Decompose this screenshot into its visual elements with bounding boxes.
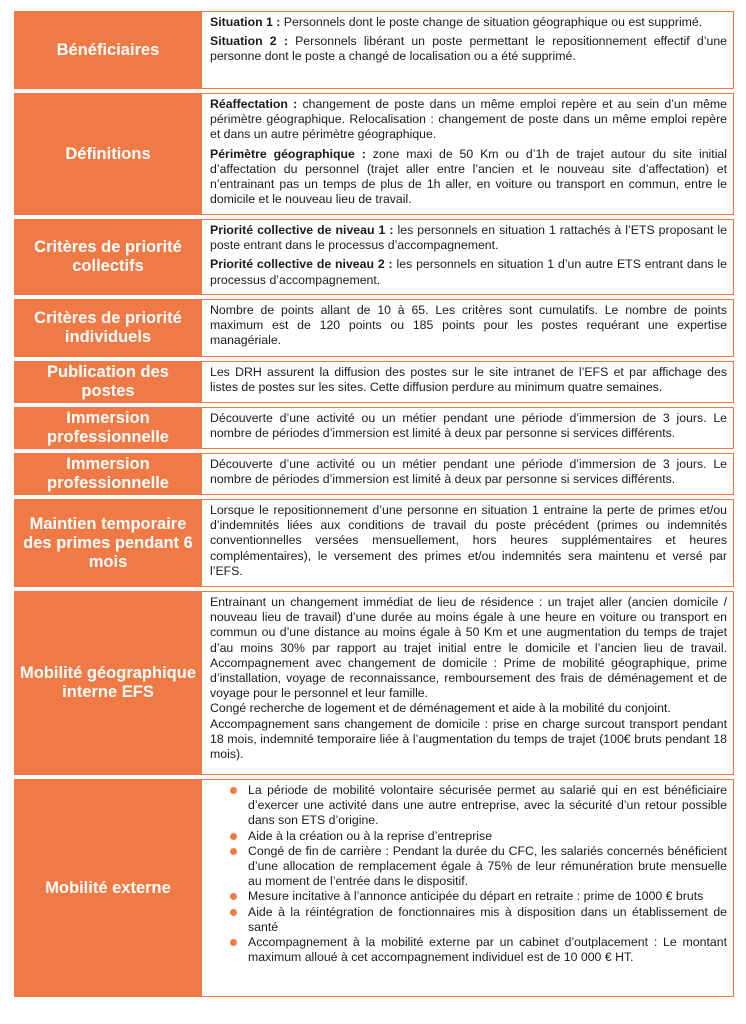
row-heading: Bénéficiaires [14,11,202,89]
row-heading: Maintien temporaire des primes pendant 6 mois [14,499,202,587]
row-heading: Immersion professionnelle [14,453,202,495]
term-text: les personnels en situation 1 rattachés à l’ETS proposant le poste entrant dans le processus d’accompagnement. [210,223,727,253]
row-heading: Critères de priorité individuels [14,299,202,357]
row-text: Lorsque le repositionnement d’une personne en situation 1 entraine la perte de primes et/ou d’indemnités liées aux conditions de travail du poste précédent (primes ou indemnités conventionnelles versées mensuellement, hors heures supplémentaires et heures complémentaires), le versement des primes et/ou indemnités sera maintenu et versé par l’EFS. [210,503,727,578]
bullet-icon [230,848,237,855]
list-item [230,905,727,935]
row-heading: Définitions [14,93,202,215]
table-row [14,591,734,775]
row-content [202,591,734,775]
list-item-text: Aide à la réintégration de fonctionnaires mis à disposition dans un établissement de santé [248,904,727,934]
list-item-text: Accompagnement à la mobilité externe par un cabinet d’outplacement : Le montant maximum alloué à cet accompagnement individuel est de 10 000 € HT. [248,935,727,965]
table-row [14,407,734,449]
list-item [230,844,727,890]
row-paragraph: Congé recherche de logement et de déménagement et aide à la mobilité du conjoint. [210,701,671,716]
table-row [14,779,734,997]
row-content [202,299,734,357]
table-row [14,299,734,357]
term-text: changement de poste dans un même emploi repère et au sein d’un même périmètre géographique. Relocalisation : changement de poste dans un même emploi repère et dans un autre périmètre géographique. [210,97,727,142]
term-text: les personnels en situation 1 d’un autre ETS entrant dans le processus d’accompagnement. [210,257,727,287]
bullet-list [210,783,727,965]
row-content [202,407,734,449]
term-label: Périmètre géographique : [210,146,366,161]
list-item-text: Aide à la création ou à la reprise d’entreprise [248,828,493,843]
row-content [202,219,734,295]
bullet-icon [230,909,237,916]
row-text: Découverte d’une activité ou un métier pendant une période d’immersion de 3 jours. Le nombre de périodes d’immersion est limité à deux par personne si services différents. [210,411,727,441]
term-label: Situation 1 : [210,15,281,29]
table-row [14,93,734,215]
row-heading: Publication des postes [14,361,202,403]
bullet-icon [230,833,237,840]
table-row [14,361,734,403]
row-content [202,11,734,89]
row-heading: Critères de priorité collectifs [14,219,202,295]
term-label: Réaffectation : [210,97,298,111]
row-paragraph: Entrainant un changement immédiat de lieu de résidence : un trajet aller (ancien domicile / nouveau lieu de travail) d’une durée au moins égale à une heure en voiture ou transport en commun ou d’une distance au moins égale à 50 Km et une augmentation du temps de trajet d’au moins 30% par rapport au trajet initial entre le domicile et l’ancien lieu de travail. Accompagnement avec changement de domicile : Prime de mobilité géographique, prime d’installation, voyage de reconnaissance, remboursement des frais de déménagement et de voyage pour le personnel et leur famille. [210,595,727,701]
row-text: Les DRH assurent la diffusion des postes sur le site intranet de l’EFS et par affichage des listes de postes sur les sites. Cette diffusion perdure au minimum quatre semaines. [210,365,727,395]
term-text: zone maxi de 50 Km ou d’1h de trajet autour du site initial d’affectation du personnel (trajet aller entre l’ancien et le nouveau site d’affectation) et n’entrainant pas un temps de plus de 1h aller, en voiture ou transport en commun, entre le domicile et le nouveau lieu de travail. [210,146,727,207]
bullet-icon [230,787,237,794]
table-row [14,11,734,89]
row-heading: Mobilité externe [14,779,202,997]
list-item-text: Mesure incitative à l’annonce anticipée du départ en retraite : prime de 1000 € bruts [248,889,704,904]
row-text: Découverte d’une activité ou un métier pendant une période d’immersion de 3 jours. Le nombre de périodes d’immersion est limité à deux par personne si services différents. [210,457,727,487]
row-paragraph: Accompagnement sans changement de domicile : prise en charge surcout transport pendant 18 mois, indemnité temporaire liée à l’augmentation du temps de trajet (100€ bruts pendant 18 mois). [210,716,727,762]
measures-table [14,7,734,1001]
row-content [202,93,734,215]
table-row [14,453,734,495]
term-label: Priorité collective de niveau 2 : [210,257,393,272]
list-item-text: La période de mobilité volontaire sécurisée permet au salarié qui en est bénéficiaire d’exercer une activité dans une autre entreprise, avec la sécurité d’un retour possible dans son ETS d’origine. [248,783,727,828]
row-text: Nombre de points allant de 10 à 65. Les critères sont cumulatifs. Le nombre de points maximum est de 120 points ou 185 points pour les postes requérant une expertise managériale. [210,303,727,348]
bullet-icon [230,893,237,900]
list-item [230,889,727,904]
list-item [230,783,727,829]
term-text: Personnels libérant un poste permettant le repositionnement effectif d’une personne dont le poste a changé de localisation ou a été supprimé. [210,34,728,64]
table-row [14,499,734,587]
row-content [202,453,734,495]
row-content [202,499,734,587]
row-heading: Mobilité géographique interne EFS [14,591,202,775]
term-label: Priorité collective de niveau 1 : [210,223,394,237]
list-item [230,829,727,844]
term-text: Personnels dont le poste change de situation géographique ou est supprimé. [280,15,703,29]
row-content [202,779,734,997]
list-item-text: Congé de fin de carrière : Pendant la durée du CFC, les salariés concernés bénéficient d’une allocation de remplacement égale à 75% de leur rémunération brute mensuelle au moment de l’entrée dans le dispositif. [248,843,727,889]
table-row [14,219,734,295]
row-heading: Immersion professionnelle [14,407,202,449]
bullet-icon [230,939,237,946]
row-content [202,361,734,403]
list-item [230,935,727,965]
term-label: Situation 2 : [210,34,288,49]
